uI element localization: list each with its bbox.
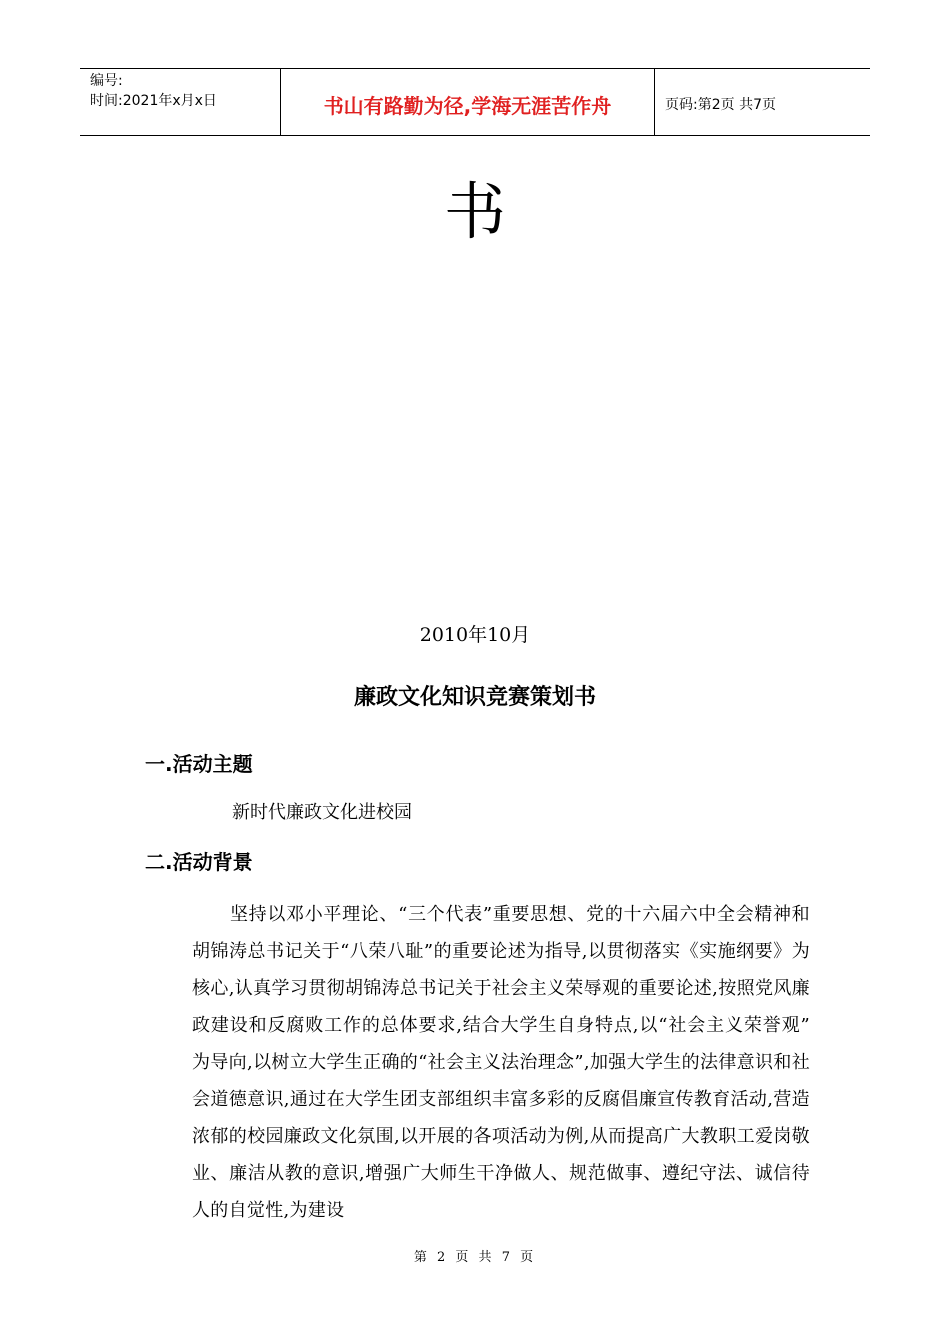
header-page-info: 页码:第2页 共7页 xyxy=(665,97,776,113)
header-motto: 书山有路勤为径,学海无涯苦作舟 xyxy=(281,69,655,135)
cover-big-character: 书 xyxy=(443,175,506,248)
section-text-background: 坚持以邓小平理论、“三个代表”重要思想、党的十六届六中全会精神和胡锦涛总书记关于“八荣八耻”的重要论述为指导,以贯彻落实《实施纲要》为核心,认真学习贯彻胡锦涛总书记关于社会主义荣辱观的重要论述,按照党风廉政建设和反腐败工作的总体要求,结合大学生自身特点,以“社会主义荣誉观” 为导向,以树立大学生正确的“社会主义法治理念”,加强大学生的法律意识和社会道德意识,通过在大学生团支部组织丰富多彩的反腐倡廉宣传教育活动,营造浓郁的校园廉政文化氛围,以开展的各项活动为例,从而提高广大教职工爱岗敬业、廉洁从教的意识,增强广大师生干净做人、规范做事、遵纪守法、诚信待人的自觉性,为建设 xyxy=(192,904,810,1221)
cover-date: 2010年10月 xyxy=(419,624,531,646)
section-heading-theme: 一.活动主题 xyxy=(145,752,253,776)
section-heading-background: 二.活动背景 xyxy=(145,850,253,874)
document-title: 廉政文化知识竞赛策划书 xyxy=(353,685,596,710)
number-label: 编号: xyxy=(90,73,123,89)
time-label: 时间:2021年x月x日 xyxy=(90,93,217,109)
header-meta-cell xyxy=(80,69,281,135)
page-header xyxy=(80,68,870,136)
page-footer: 第 2 页 共 7 页 xyxy=(413,1250,537,1265)
section-text-theme: 新时代廉政文化进校园 xyxy=(232,802,412,823)
